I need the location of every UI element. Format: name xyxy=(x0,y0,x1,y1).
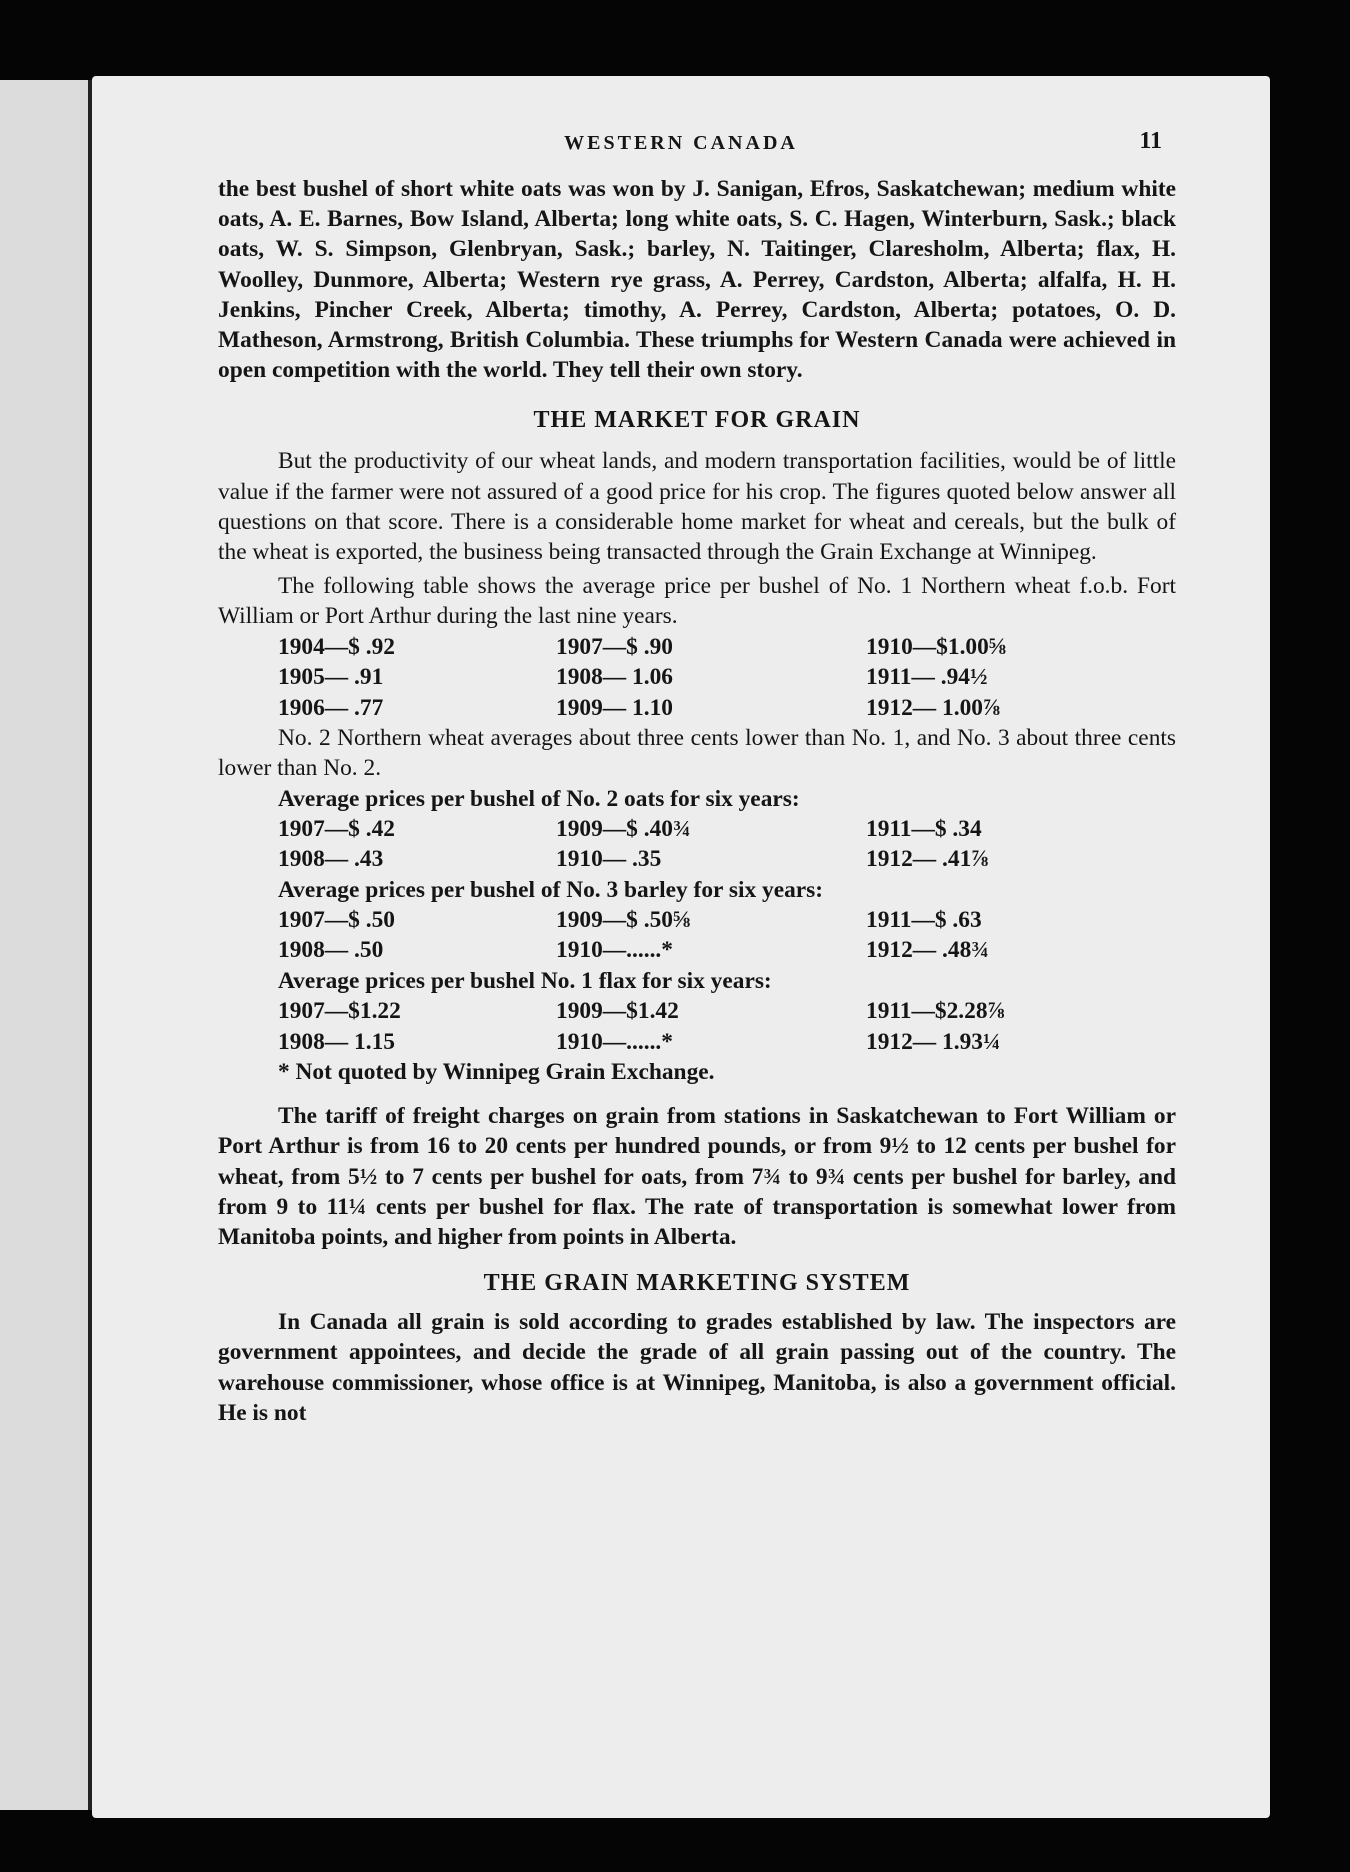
table-cell: 1909—$ .40¾ xyxy=(556,815,691,842)
page-content xyxy=(218,174,1176,1428)
oats-price-table xyxy=(278,814,1176,875)
table-cell: 1909—$ .50⅝ xyxy=(556,906,691,933)
marketing-system-paragraph: In Canada all grain is sold according to grades established by law. The inspectors are government appointees, and decide the grade of all grain passing out of the country. The warehouse commissioner, whose office is at Winnipeg, Manitoba, is also a government official. He is not xyxy=(218,1309,1176,1426)
page-number: 11 xyxy=(1139,128,1162,154)
freight-paragraph: The tariff of freight charges on grain from stations in Saskatchewan to Fort William or Port Arthur is from 16 to 20 cents per hundred pounds, or from 9½ to 12 cents per bushel for wheat, from 5½ to 7 cents per bushel for oats, from 7¾ to 9¾ cents per bushel for barley, and from 9 to 11¼ cents per bushel for flax. The rate of transportation is somewhat lower from Manitoba points, and higher from points in Alberta. xyxy=(218,1103,1176,1250)
running-title: WESTERN CANADA xyxy=(564,132,798,154)
barley-price-table xyxy=(278,905,1176,966)
section-heading-marketing-system: THE GRAIN MARKETING SYSTEM xyxy=(483,1270,911,1297)
left-page-edge xyxy=(0,80,92,1810)
table-cell: 1910—$1.00⅝ xyxy=(866,633,1007,660)
page-header xyxy=(92,128,1270,158)
table-cell: 1909—$1.42 xyxy=(556,998,679,1025)
table-cell: 1911— .94½ xyxy=(866,664,988,691)
table-cell: 1912— 1.93¼ xyxy=(866,1028,1001,1055)
barley-table-lead: Average prices per bushel of No. 3 barley for six years: xyxy=(278,876,824,903)
table-cell: 1912— 1.00⅞ xyxy=(866,694,1001,721)
table-cell: 1911—$ .34 xyxy=(866,815,982,842)
intro-paragraph: the best bushel of short white oats was won by J. Sanigan, Efros, Saskatchewan; medium white oats, A. E. Barnes, Bow Island, Alberta; long white oats, S. C. Hagen, Winterburn, Sask.; black oats, W. S. Simpson, Glenbryan, Sask.; barley, N. Taitinger, Claresholm, Alberta; flax, H. Woolley, Dunmore, Alberta; Western rye grass, A. Perrey, Cardston, Alberta; alfalfa, H. H. Jenkins, Pincher Creek, Alberta; timothy, A. Perrey, Cardston, Alberta; potatoes, O. D. Matheson, Armstrong, British Columbia. These triumphs for Western Canada were achieved in open competition with the world. They tell their own story. xyxy=(218,176,1176,384)
oats-table-lead: Average prices per bushel of No. 2 oats for six years: xyxy=(278,785,800,812)
table-cell: 1908— .50 xyxy=(278,937,384,964)
table-cell: 1911—$2.28⅞ xyxy=(866,998,1006,1025)
flax-table-lead: Average prices per bushel No. 1 flax for six years: xyxy=(278,967,772,994)
footnote: * Not quoted by Winnipeg Grain Exchange. xyxy=(278,1059,715,1086)
table-cell: 1907—$ .50 xyxy=(278,906,395,933)
table-cell: 1911—$ .63 xyxy=(866,906,982,933)
document-page xyxy=(92,76,1270,1818)
table-cell: 1910—......* xyxy=(556,937,673,964)
table-cell: 1907—$1.22 xyxy=(278,998,401,1025)
table-cell: 1908— .43 xyxy=(278,846,384,873)
wheat-price-table xyxy=(278,632,1176,724)
flax-price-table xyxy=(278,996,1176,1057)
table-cell: 1912— .48¾ xyxy=(866,937,989,964)
table-cell: 1912— .41⅞ xyxy=(866,846,989,873)
table-cell: 1909— 1.10 xyxy=(556,694,673,721)
section-heading-market: THE MARKET FOR GRAIN xyxy=(533,407,861,434)
table-cell: 1910—......* xyxy=(556,1028,673,1055)
table-cell: 1907—$ .42 xyxy=(278,815,395,842)
market-paragraph-1: But the productivity of our wheat lands, and modern transportation facilities, would be of little value if the farmer were not assured of a good price for his crop. The figures quoted below answer all questions on that score. There is a considerable home market for wheat and cereals, but the bulk of the wheat is exported, the business being transacted through the Grain Exchange at Winnipeg. xyxy=(218,448,1176,566)
table-cell: 1905— .91 xyxy=(278,664,384,691)
market-paragraph-2: The following table shows the average price per bushel of No. 1 Northern wheat f.o.b. Fort William or Port Arthur during the last nine years. xyxy=(218,573,1176,630)
table-cell: 1908— 1.15 xyxy=(278,1028,395,1055)
table-cell: 1908— 1.06 xyxy=(556,664,673,691)
table-cell: 1910— .35 xyxy=(556,846,662,873)
table-cell: 1904—$ .92 xyxy=(278,633,395,660)
table-cell: 1906— .77 xyxy=(278,694,384,721)
market-paragraph-3: No. 2 Northern wheat averages about three cents lower than No. 1, and No. 3 about three cents lower than No. 2. xyxy=(218,725,1176,782)
table-cell: 1907—$ .90 xyxy=(556,633,673,660)
